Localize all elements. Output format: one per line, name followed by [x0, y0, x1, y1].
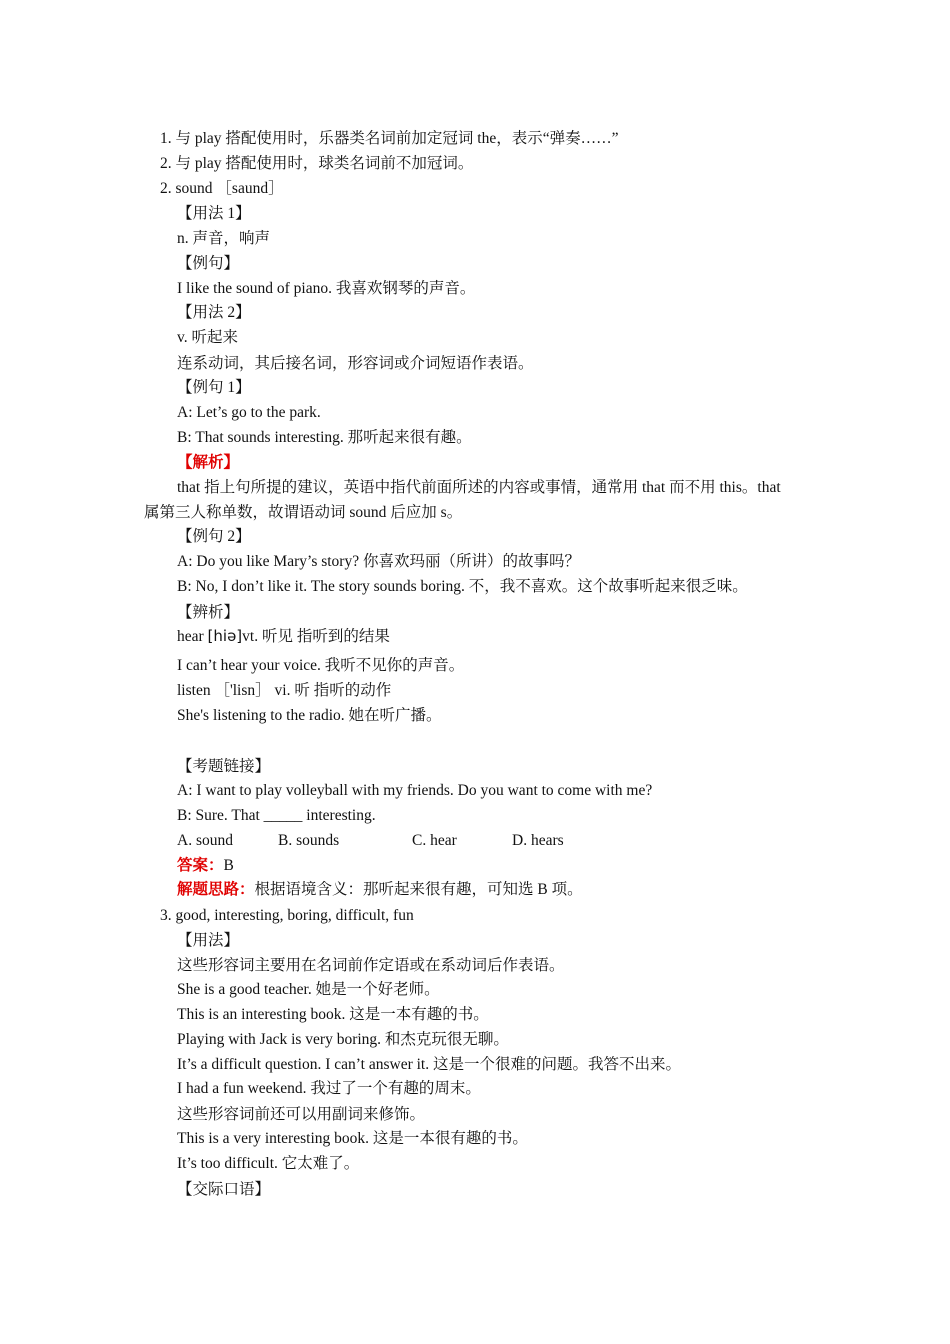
definition-noun: n. 声音，响声	[177, 230, 271, 247]
analysis-text-line-1: that 指上句所提的建议，英语中指代前面所述的内容或事情，通常用 that 而不用 this。that	[177, 479, 781, 496]
entry-hear	[177, 626, 390, 647]
definition-verb: v. 听起来	[177, 329, 238, 346]
entry-listen: listen ［'lisn］ vi. 听 指听的动作	[177, 682, 392, 699]
section-label-example-1: 【例句 1】	[177, 379, 251, 396]
analysis-text-line-2: 属第三人称单数，故谓语动词 sound 后应加 s。	[144, 504, 463, 521]
exam-question-line-a: A: I want to play volleyball with my friends. Do you want to come with me?	[177, 782, 653, 799]
example-listen: She's listening to the radio. 她在听广播。	[177, 707, 442, 724]
solution-text: 根据语境含义：那听起来很有趣，可知选 B 项。	[254, 881, 583, 898]
example-sentence: I like the sound of piano. 我喜欢钢琴的声音。	[177, 280, 476, 297]
example-very: This is a very interesting book. 这是一本很有趣的书。	[177, 1130, 528, 1147]
answer-line	[177, 856, 234, 876]
grammar-note: 连系动词，其后接名词，形容词或介词短语作表语。	[177, 355, 534, 372]
section-label-comparison: 【辨析】	[177, 604, 240, 621]
example-boring: Playing with Jack is very boring. 和杰克玩很无聊。	[177, 1031, 509, 1048]
answer-label: 答案：	[177, 857, 224, 874]
section-label-example: 【例句】	[177, 255, 240, 272]
example-fun: I had a fun weekend. 我过了一个有趣的周末。	[177, 1080, 481, 1097]
word-hear: hear	[177, 628, 208, 645]
usage-text: 这些形容词主要用在名词前作定语或在系动词后作表语。	[177, 957, 565, 974]
option-b: B. sounds	[278, 832, 340, 849]
dialogue-line-a: A: Do you like Mary’s story? 你喜欢玛丽（所讲）的故事吗？	[177, 553, 580, 570]
section-label-analysis: 【解析】	[177, 454, 240, 471]
dialogue-line-b: B: That sounds interesting. 那听起来很有趣。	[177, 429, 472, 446]
entry-heading-adjectives: 3. good, interesting, boring, difficult, fun	[160, 907, 414, 924]
solution-label: 解题思路：	[177, 881, 255, 898]
section-label-usage-2: 【用法 2】	[177, 304, 251, 321]
usage-note-instruments: 1. 与 play 搭配使用时，乐器类名词前加定冠词 the，表示“弹奏……”	[160, 130, 619, 147]
section-label-example-2: 【例句 2】	[177, 528, 251, 545]
dialogue-line-a: A: Let’s go to the park.	[177, 404, 321, 421]
example-difficult: It’s a difficult question. I can’t answer it. 这是一个很难的问题。我答不出来。	[177, 1056, 681, 1073]
exam-question-line-b: B: Sure. That _____ interesting.	[177, 807, 376, 824]
section-label-usage: 【用法】	[177, 932, 240, 949]
section-label-usage-1: 【用法 1】	[177, 205, 251, 222]
adverb-note: 这些形容词前还可以用副词来修饰。	[177, 1106, 426, 1123]
option-d: D. hears	[512, 832, 564, 849]
section-label-exam-link: 【考题链接】	[177, 758, 271, 775]
solution-line	[177, 880, 583, 900]
entry-heading-sound: 2. sound ［saund］	[160, 180, 284, 197]
option-a: A. sound	[177, 832, 233, 849]
example-hear: I can’t hear your voice. 我听不见你的声音。	[177, 657, 465, 674]
example-interesting: This is an interesting book. 这是一本有趣的书。	[177, 1006, 489, 1023]
answer-value: B	[223, 857, 234, 874]
phonetic-hear: [hiə]	[207, 627, 243, 645]
option-c: C. hear	[412, 832, 457, 849]
dialogue-line-b: B: No, I don’t like it. The story sounds boring. 不，我不喜欢。这个故事听起来很乏味。	[177, 578, 748, 595]
example-too: It’s too difficult. 它太难了。	[177, 1155, 360, 1172]
usage-note-ball-games: 2. 与 play 搭配使用时，球类名词前不加冠词。	[160, 155, 474, 172]
example-good: She is a good teacher. 她是一个好老师。	[177, 981, 440, 998]
section-label-conversation: 【交际口语】	[177, 1181, 271, 1198]
definition-hear: vt. 听见 指听到的结果	[242, 628, 390, 645]
